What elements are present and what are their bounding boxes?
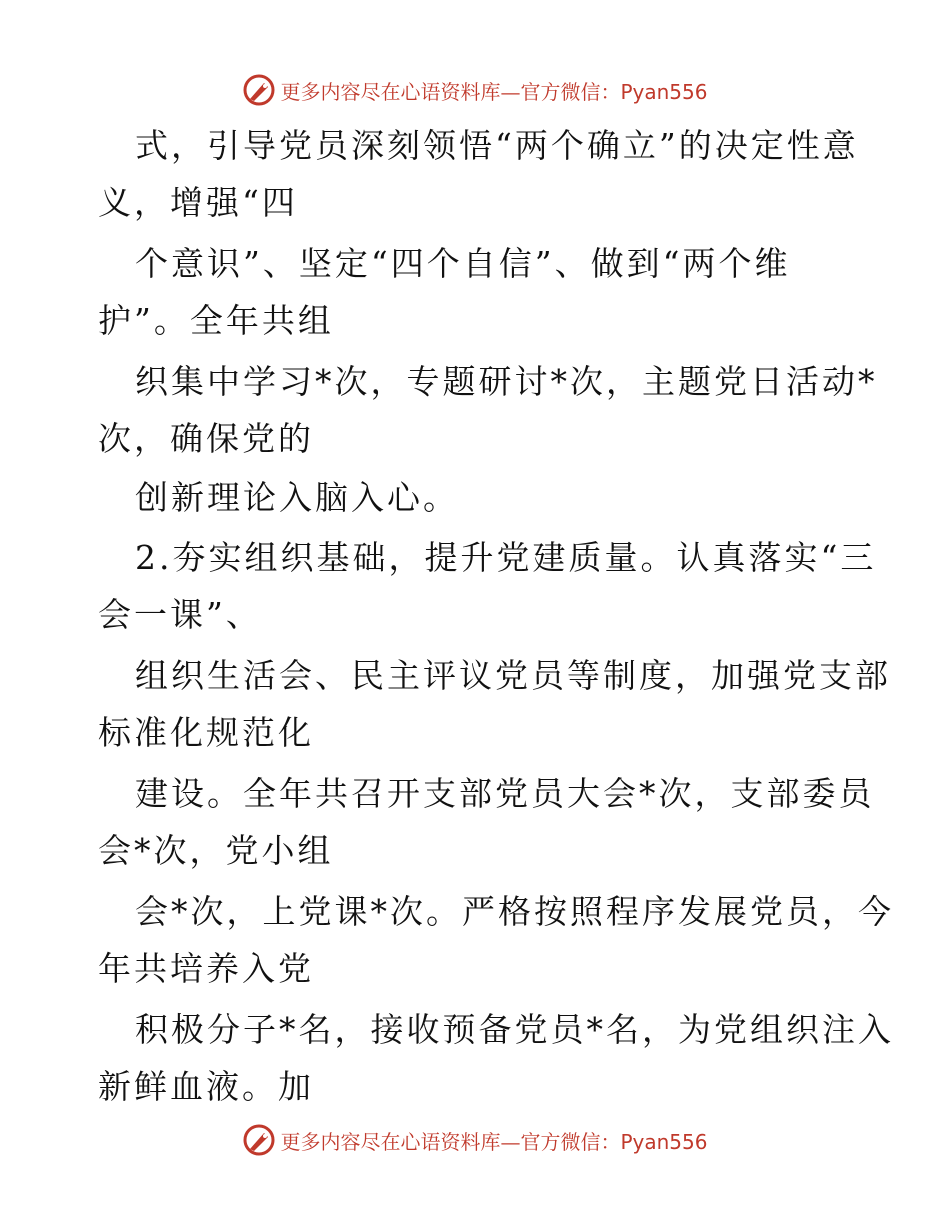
text-line: 护”。全年共组: [98, 301, 334, 340]
text-line: 次，确保党的: [98, 419, 314, 458]
banner-brand: 更多内容尽在心语资料库: [280, 79, 501, 104]
text-line: 2.夯实组织基础，提升党建质量。认真落实“三: [135, 538, 877, 577]
text-line: 织集中学习*次，专题研讨*次，主题党日活动*: [135, 362, 878, 401]
pen-nib-logo-icon: [242, 73, 276, 107]
banner-text: [280, 1126, 707, 1155]
text-line: 会*次，党小组: [98, 831, 334, 870]
text-line: 年共培养入党: [98, 949, 314, 988]
banner-brand: 更多内容尽在心语资料库: [280, 1129, 501, 1154]
text-line: 创新理论入脑入心。: [135, 478, 459, 517]
banner-contact: 官方微信：Pyan556: [520, 79, 708, 104]
header-banner: [0, 70, 950, 110]
text-line: 新鲜血液。加: [98, 1067, 314, 1106]
footer-banner: [0, 1120, 950, 1160]
banner-contact: 官方微信：Pyan556: [520, 1129, 708, 1154]
text-line: 会*次，上党课*次。严格按照程序发展党员，今: [135, 892, 894, 931]
banner-text: [280, 76, 707, 105]
text-line: 积极分子*名，接收预备党员*名，为党组织注入: [135, 1010, 894, 1049]
text-line: 组织生活会、民主评议党员等制度，加强党支部: [135, 656, 891, 695]
text-line: 式，引导党员深刻领悟“两个确立”的决定性意: [135, 126, 859, 165]
banner-separator: —: [500, 1129, 521, 1154]
banner-separator: —: [500, 79, 521, 104]
text-line: 会一课”、: [98, 595, 262, 634]
text-line: 建设。全年共召开支部党员大会*次，支部委员: [135, 774, 875, 813]
pen-nib-logo-icon: [242, 1123, 276, 1157]
text-line: 义，增强“四: [98, 183, 298, 222]
text-line: 个意识”、坚定“四个自信”、做到“两个维: [135, 244, 791, 283]
text-line: 标准化规范化: [98, 713, 314, 752]
